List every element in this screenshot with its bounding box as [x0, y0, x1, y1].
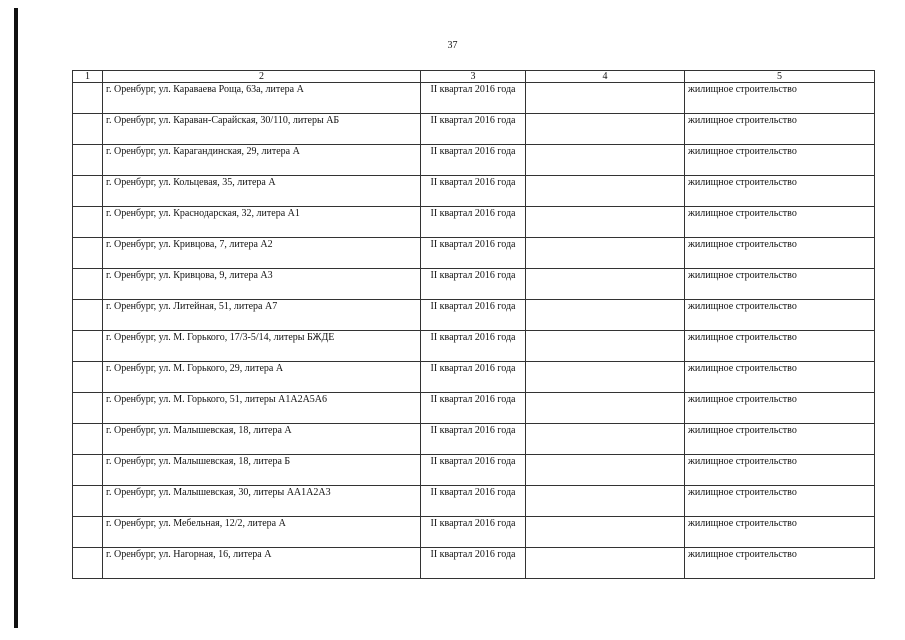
table-row: [73, 455, 875, 486]
cell-col-4: [526, 176, 685, 207]
cell-col-5: жилищное строительство: [685, 393, 875, 424]
cell-col-4: [526, 114, 685, 145]
table-row: [73, 424, 875, 455]
cell-col-1: [73, 300, 103, 331]
header-col-2: 2: [103, 71, 421, 83]
cell-col-4: [526, 424, 685, 455]
cell-col-4: [526, 517, 685, 548]
cell-col-4: [526, 393, 685, 424]
cell-col-3: II квартал 2016 года: [421, 83, 526, 114]
table-row: [73, 331, 875, 362]
cell-col-2: г. Оренбург, ул. Нагорная, 16, литера А: [103, 548, 421, 579]
table-header-row: [73, 71, 875, 83]
cell-col-3: II квартал 2016 года: [421, 114, 526, 145]
cell-col-3: II квартал 2016 года: [421, 486, 526, 517]
cell-col-1: [73, 393, 103, 424]
cell-col-4: [526, 145, 685, 176]
table-row: [73, 176, 875, 207]
cell-col-5: жилищное строительство: [685, 269, 875, 300]
cell-col-5: жилищное строительство: [685, 331, 875, 362]
cell-col-4: [526, 362, 685, 393]
cell-col-2: г. Оренбург, ул. Карагандинская, 29, литера А: [103, 145, 421, 176]
table-body: [73, 71, 875, 579]
cell-col-2: г. Оренбург, ул. М. Горького, 51, литеры А1А2А5А6: [103, 393, 421, 424]
cell-col-5: жилищное строительство: [685, 362, 875, 393]
cell-col-2: г. Оренбург, ул. Караваева Роща, 63а, литера А: [103, 83, 421, 114]
cell-col-3: II квартал 2016 года: [421, 269, 526, 300]
cell-col-3: II квартал 2016 года: [421, 207, 526, 238]
cell-col-3: II квартал 2016 года: [421, 300, 526, 331]
cell-col-4: [526, 269, 685, 300]
cell-col-2: г. Оренбург, ул. Малышевская, 30, литеры АА1А2А3: [103, 486, 421, 517]
binding-edge-bar: [14, 8, 18, 628]
cell-col-1: [73, 517, 103, 548]
cell-col-4: [526, 300, 685, 331]
cell-col-1: [73, 83, 103, 114]
cell-col-4: [526, 238, 685, 269]
cell-col-3: II квартал 2016 года: [421, 548, 526, 579]
cell-col-4: [526, 207, 685, 238]
cell-col-5: жилищное строительство: [685, 300, 875, 331]
cell-col-4: [526, 548, 685, 579]
cell-col-1: [73, 269, 103, 300]
cell-col-5: жилищное строительство: [685, 424, 875, 455]
table-row: [73, 145, 875, 176]
data-table: [72, 70, 875, 579]
cell-col-3: II квартал 2016 года: [421, 455, 526, 486]
cell-col-5: жилищное строительство: [685, 83, 875, 114]
cell-col-2: г. Оренбург, ул. Караван-Сарайская, 30/110, литеры АБ: [103, 114, 421, 145]
cell-col-1: [73, 331, 103, 362]
cell-col-5: жилищное строительство: [685, 548, 875, 579]
cell-col-3: II квартал 2016 года: [421, 393, 526, 424]
table-row: [73, 393, 875, 424]
cell-col-3: II квартал 2016 года: [421, 424, 526, 455]
cell-col-1: [73, 548, 103, 579]
cell-col-2: г. Оренбург, ул. М. Горького, 29, литера А: [103, 362, 421, 393]
cell-col-2: г. Оренбург, ул. М. Горького, 17/3-5/14, литеры БЖДЕ: [103, 331, 421, 362]
header-col-3: 3: [421, 71, 526, 83]
table-row: [73, 517, 875, 548]
cell-col-1: [73, 145, 103, 176]
cell-col-2: г. Оренбург, ул. Малышевская, 18, литера Б: [103, 455, 421, 486]
cell-col-1: [73, 176, 103, 207]
page-number: 37: [447, 40, 458, 51]
table-row: [73, 362, 875, 393]
cell-col-5: жилищное строительство: [685, 176, 875, 207]
table-row: [73, 300, 875, 331]
cell-col-3: II квартал 2016 года: [421, 145, 526, 176]
cell-col-2: г. Оренбург, ул. Мебельная, 12/2, литера А: [103, 517, 421, 548]
cell-col-5: жилищное строительство: [685, 455, 875, 486]
cell-col-5: жилищное строительство: [685, 145, 875, 176]
table-row: [73, 269, 875, 300]
cell-col-5: жилищное строительство: [685, 238, 875, 269]
cell-col-5: жилищное строительство: [685, 517, 875, 548]
cell-col-4: [526, 83, 685, 114]
header-col-1: 1: [73, 71, 103, 83]
cell-col-2: г. Оренбург, ул. Литейная, 51, литера А7: [103, 300, 421, 331]
cell-col-1: [73, 114, 103, 145]
cell-col-1: [73, 238, 103, 269]
cell-col-4: [526, 331, 685, 362]
table-row: [73, 238, 875, 269]
cell-col-5: жилищное строительство: [685, 486, 875, 517]
table-row: [73, 114, 875, 145]
cell-col-3: II квартал 2016 года: [421, 331, 526, 362]
table-row: [73, 548, 875, 579]
cell-col-3: II квартал 2016 года: [421, 238, 526, 269]
table-row: [73, 207, 875, 238]
header-col-4: 4: [526, 71, 685, 83]
table-row: [73, 486, 875, 517]
cell-col-2: г. Оренбург, ул. Малышевская, 18, литера А: [103, 424, 421, 455]
cell-col-3: II квартал 2016 года: [421, 517, 526, 548]
cell-col-5: жилищное строительство: [685, 207, 875, 238]
cell-col-1: [73, 207, 103, 238]
cell-col-4: [526, 455, 685, 486]
cell-col-1: [73, 362, 103, 393]
cell-col-1: [73, 455, 103, 486]
cell-col-5: жилищное строительство: [685, 114, 875, 145]
cell-col-2: г. Оренбург, ул. Кольцевая, 35, литера А: [103, 176, 421, 207]
cell-col-4: [526, 486, 685, 517]
cell-col-2: г. Оренбург, ул. Краснодарская, 32, литера А1: [103, 207, 421, 238]
header-col-5: 5: [685, 71, 875, 83]
cell-col-3: II квартал 2016 года: [421, 176, 526, 207]
cell-col-1: [73, 486, 103, 517]
cell-col-3: II квартал 2016 года: [421, 362, 526, 393]
cell-col-2: г. Оренбург, ул. Кривцова, 9, литера А3: [103, 269, 421, 300]
table-row: [73, 83, 875, 114]
cell-col-1: [73, 424, 103, 455]
cell-col-2: г. Оренбург, ул. Кривцова, 7, литера А2: [103, 238, 421, 269]
